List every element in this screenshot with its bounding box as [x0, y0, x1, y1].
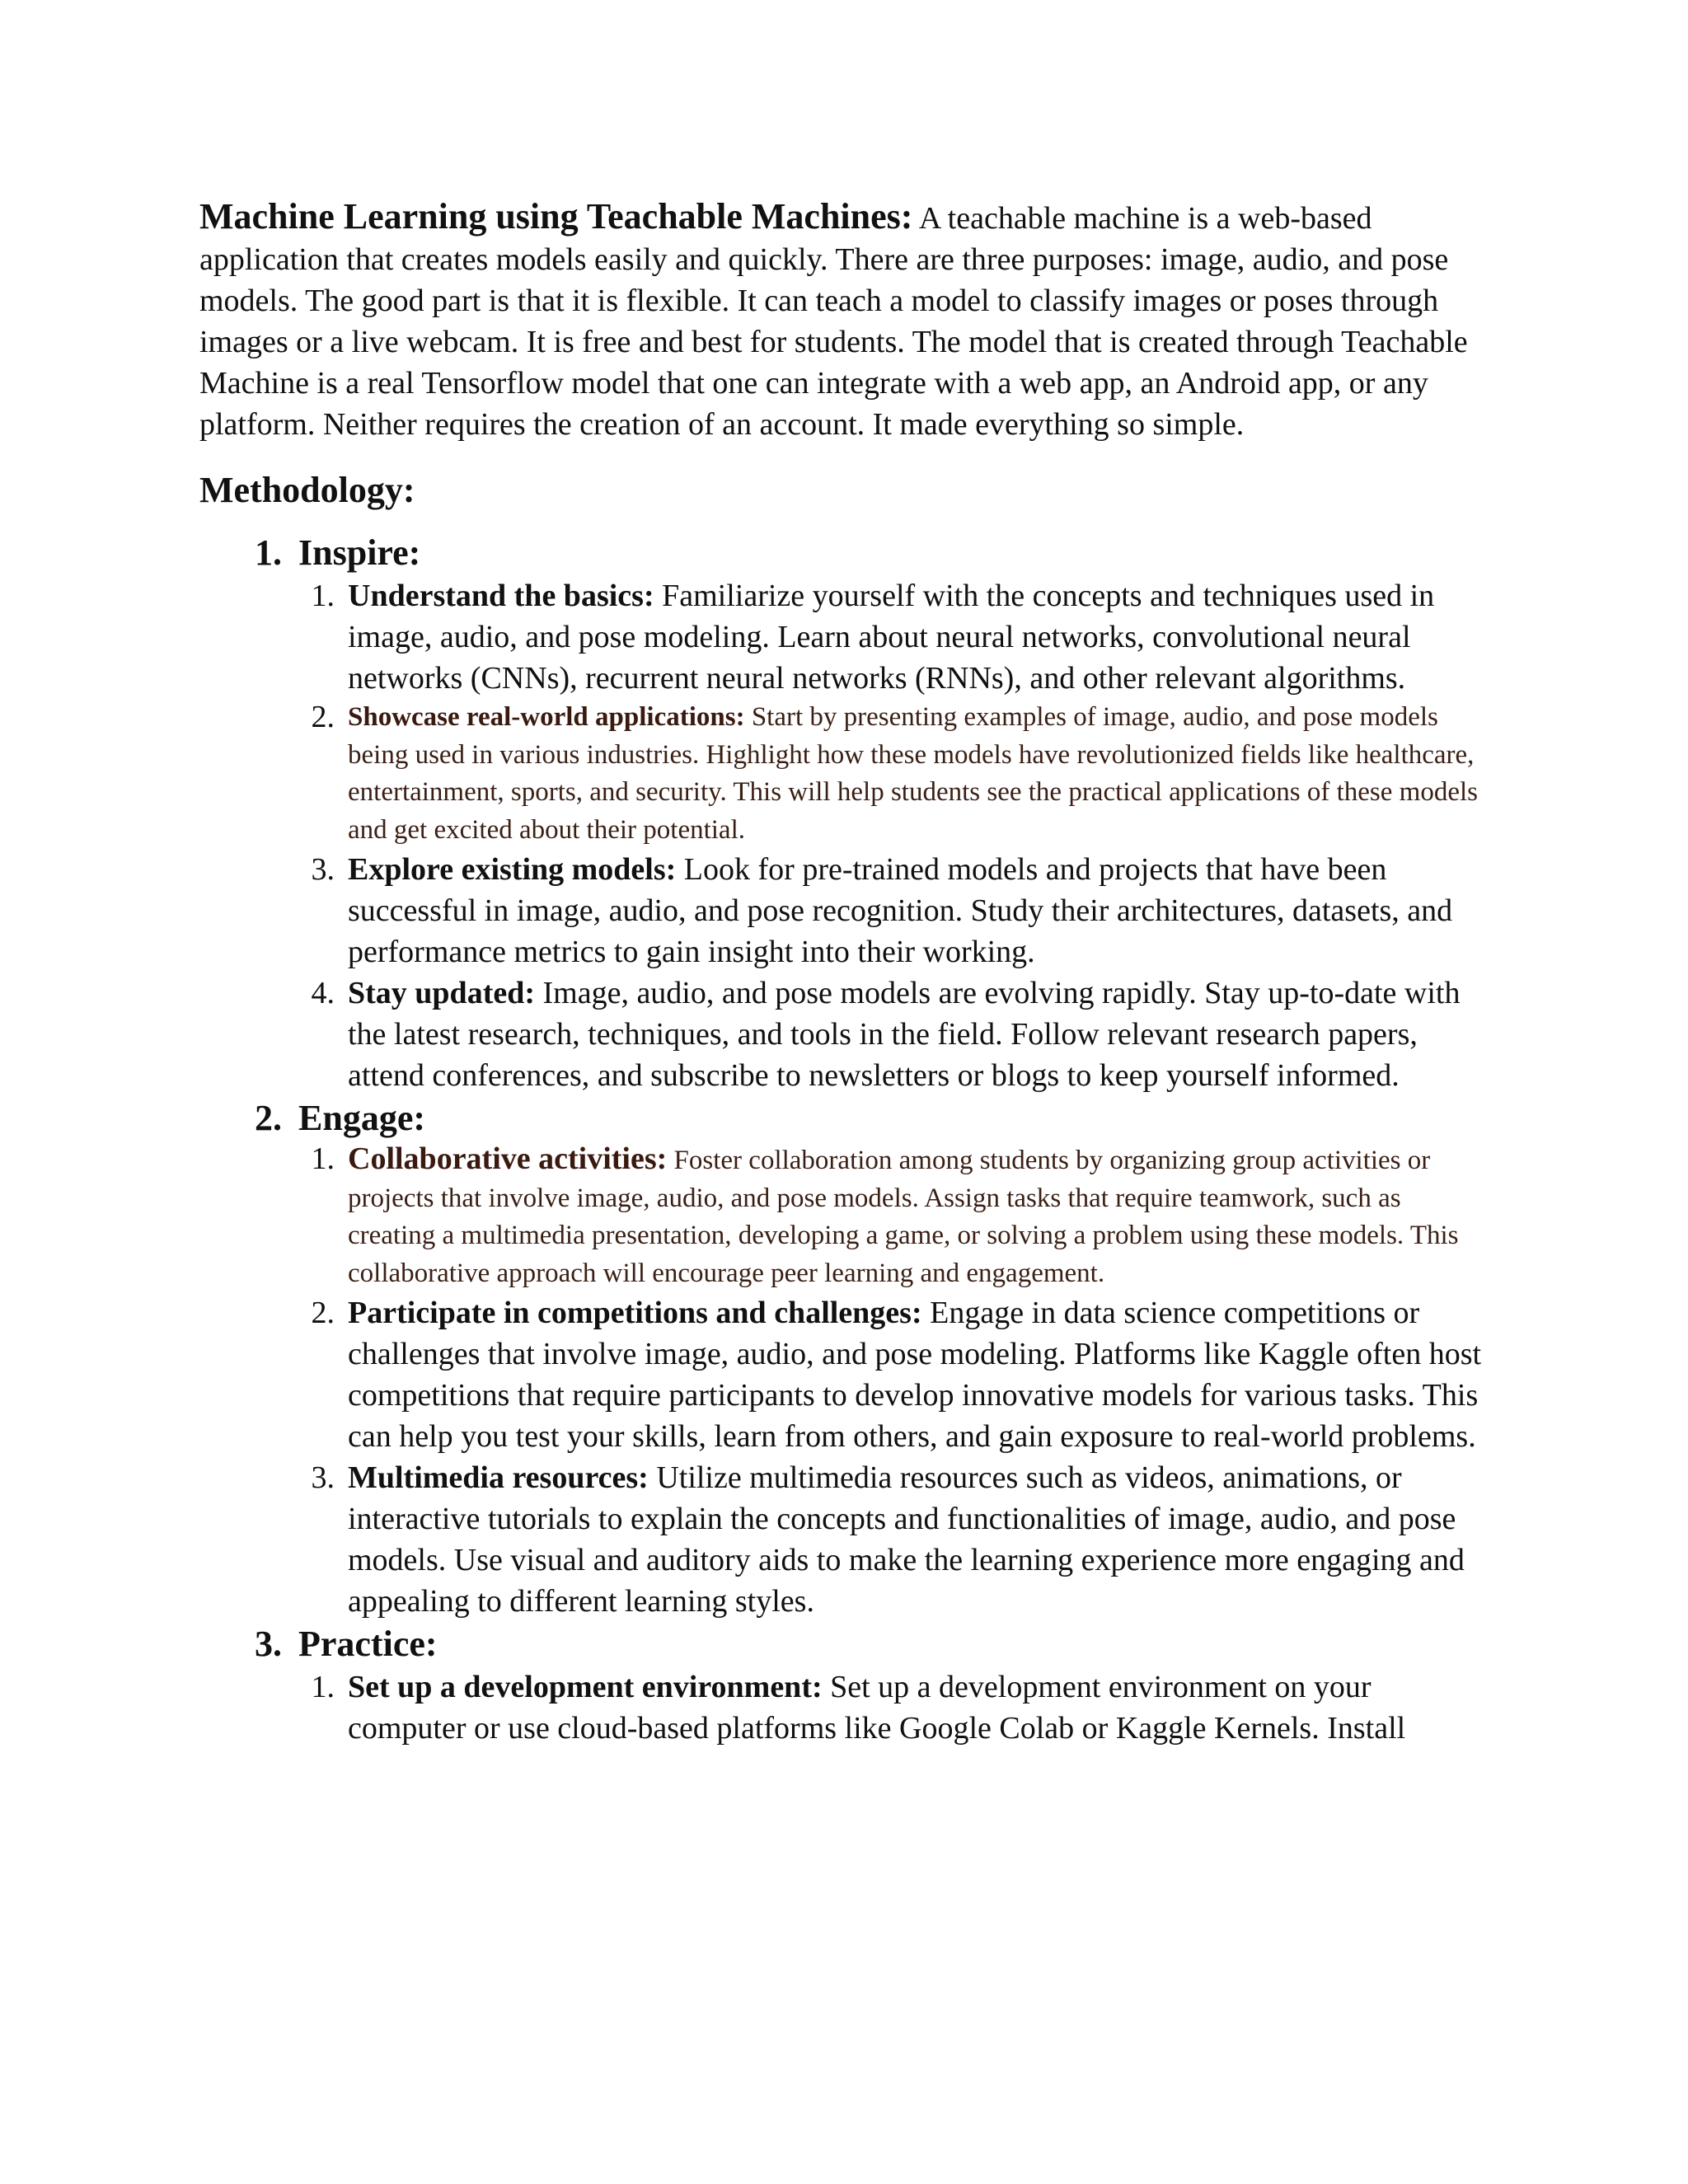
step-engage — [199, 1096, 1492, 1622]
list-item-number: 3. — [311, 1460, 335, 1495]
list-item-body: Set up a development environment on your computer or use cloud-based platforms like Google Colab or Kaggle Kernels. Install — [348, 1670, 1406, 1746]
list-item-number: 4. — [311, 976, 335, 1010]
step-heading — [199, 1622, 1492, 1666]
list-item — [199, 575, 1492, 699]
list-item-body: Engage in data science competitions or challenges that involve image, audio, and pose modeling. Platforms like Kaggle often host competitions that require participants to develop innovative models for various tasks. This can help you test your skills, learn from others, and gain exposure to real-world problems. — [348, 1296, 1482, 1454]
methodology-heading: Methodology: — [199, 470, 415, 510]
list-item — [199, 849, 1492, 972]
list-item-number: 1. — [311, 1141, 335, 1176]
list-item-body: Image, audio, and pose models are evolving rapidly. Stay up-to-date with the latest research, techniques, and tools in the field. Follow relevant research papers, attend conferences, and subscribe to newsletters or blogs to keep yourself informed. — [348, 976, 1461, 1093]
intro-paragraph — [199, 196, 1492, 445]
step-number: 1. — [255, 532, 282, 573]
list-item-text — [348, 849, 1492, 972]
list-item-text — [348, 1141, 1492, 1292]
step-heading — [199, 1096, 1492, 1141]
step-heading — [199, 531, 1492, 575]
step-title: Engage: — [298, 1098, 425, 1138]
step-title: Practice: — [298, 1624, 438, 1664]
list-item — [199, 972, 1492, 1096]
step-number: 3. — [255, 1624, 282, 1664]
list-item-number: 2. — [311, 1296, 335, 1330]
step-number: 2. — [255, 1098, 282, 1138]
list-item-body: Familiarize yourself with the concepts and techniques used in image, audio, and pose modeling. Learn about neural networks, convolutional neural networks (CNNs), recurrent neural networks (RNNs), and other relevant algorithms. — [348, 579, 1435, 696]
intro-text: A teachable machine is a web-based application that creates models easily and quickly. There are three purposes: image, audio, and pose models. The good part is that it is flexible. It can teach a model to classify images or poses through images or a live webcam. It is free and best for students. The model that is created through Teachable Machine is a real Tensorflow model that one can integrate with a web app, an Android app, or any platform. Neither requires the creation of an account. It made everything so simple. — [199, 201, 1468, 442]
list-item-lead: Understand the basics: — [348, 579, 654, 613]
list-item — [199, 1141, 1492, 1292]
list-item — [199, 1457, 1492, 1622]
list-item-text — [348, 575, 1492, 699]
methodology-steps — [199, 531, 1492, 1749]
list-item-lead: Participate in competitions and challenges: — [348, 1296, 922, 1330]
list-item-body: Look for pre-trained models and projects that have been successful in image, audio, and pose recognition. Study their architectures, datasets, and performance metrics to gain insight into their working. — [348, 852, 1453, 969]
list-item-lead: Collaborative activities: — [348, 1141, 668, 1176]
list-item-number: 1. — [311, 579, 335, 613]
list-item-text — [348, 699, 1492, 849]
list-item-number: 3. — [311, 852, 335, 887]
list-item-lead: Multimedia resources: — [348, 1460, 649, 1495]
list-item-lead: Showcase real-world applications: — [348, 702, 745, 732]
list-item — [199, 699, 1492, 849]
step-title: Inspire: — [298, 532, 421, 573]
list-item-lead: Set up a development environment: — [348, 1670, 823, 1704]
list-item-body: Utilize multimedia resources such as videos, animations, or interactive tutorials to explain the concepts and functionalities of image, audio, and pose models. Use visual and auditory aids to make the learning experience more engaging and appealing to different learning styles. — [348, 1460, 1465, 1619]
list-item-text — [348, 1292, 1492, 1457]
list-item-body: Foster collaboration among students by organizing group activities or projects that involve image, audio, and pose models. Assign tasks that require teamwork, such as creating a multimedia presentation, developing a game, or solving a problem using these models. This collaborative approach will encourage peer learning and engagement. — [348, 1146, 1459, 1288]
list-item-number: 1. — [311, 1670, 335, 1704]
list-item-lead: Explore existing models: — [348, 852, 677, 887]
step-practice — [199, 1622, 1492, 1749]
list-item — [199, 1292, 1492, 1457]
list-item-number: 2. — [311, 700, 335, 734]
list-item — [199, 1666, 1492, 1749]
list-item-text — [348, 1666, 1492, 1749]
list-item-body: Start by presenting examples of image, audio, and pose models being used in various industries. Highlight how these models have revolutionized fields like healthcare, entertainment, sports, and security. This will help students see the practical applications of these models and get excited about their potential. — [348, 702, 1478, 845]
substep-list — [199, 1141, 1492, 1622]
substep-list — [199, 1666, 1492, 1749]
intro-lead: Machine Learning using Teachable Machines: — [199, 196, 913, 237]
list-item-text — [348, 1457, 1492, 1622]
list-item-text — [348, 972, 1492, 1096]
step-inspire — [199, 531, 1492, 1096]
list-item-lead: Stay updated: — [348, 976, 535, 1010]
substep-list — [199, 575, 1492, 1096]
